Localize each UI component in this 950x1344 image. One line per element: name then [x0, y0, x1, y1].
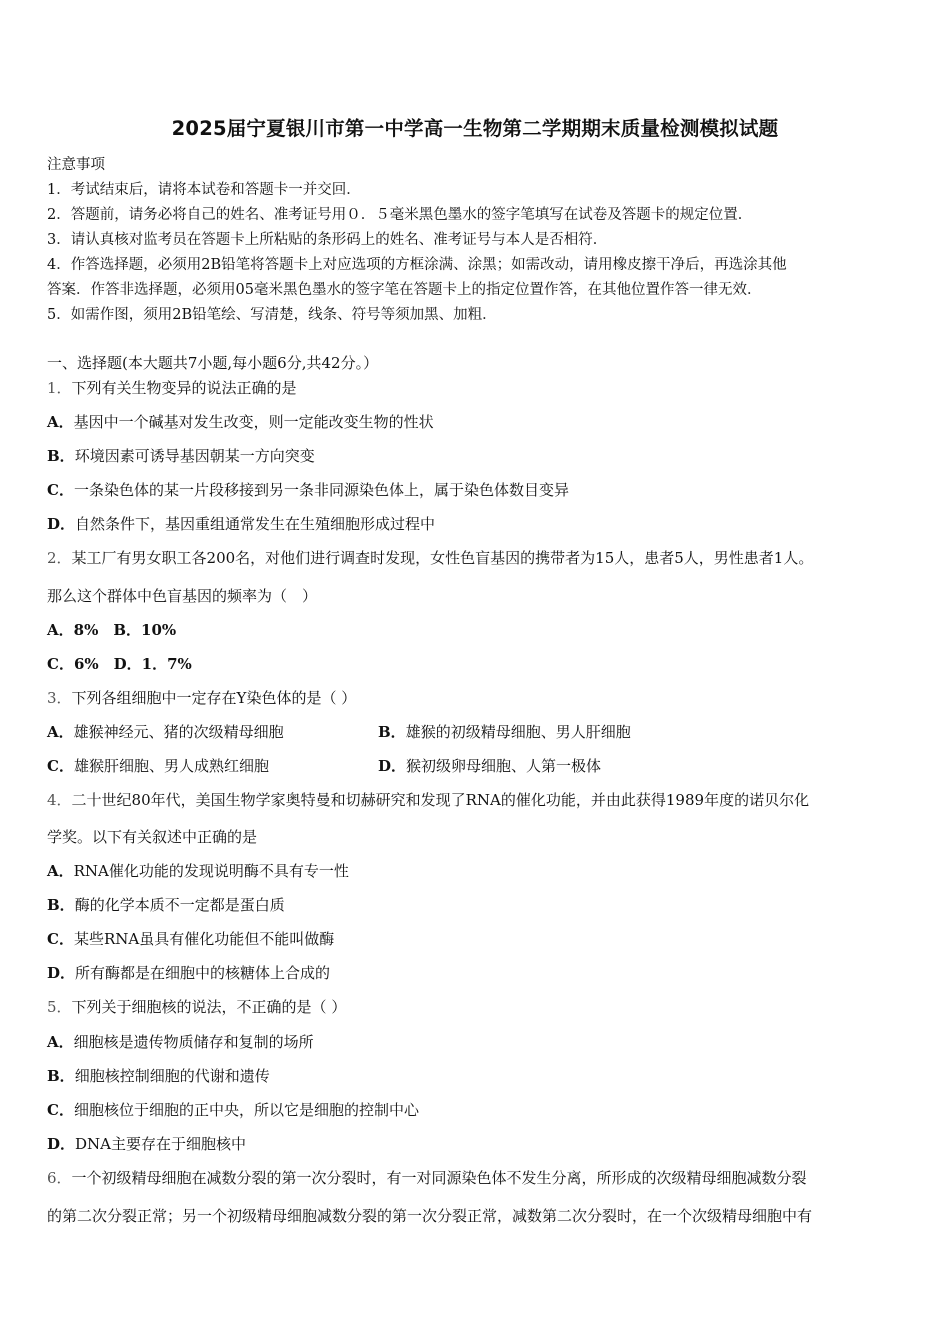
option-label: C． [47, 757, 74, 775]
question-4 [47, 789, 809, 810]
question-number: 2． [47, 549, 72, 567]
question-stem-continued: 的第二次分裂正常；另一个初级精母细胞减数分裂的第一次分裂正常，减数第二次分裂时，在一个次级精母细胞中有 [47, 1207, 813, 1225]
question-1 [47, 377, 297, 398]
option-label: B． [47, 896, 75, 914]
option-text: DNA主要存在于细胞核中 [75, 1135, 247, 1153]
question-3 [47, 687, 356, 708]
option-b [378, 721, 631, 742]
question-5 [47, 996, 346, 1017]
question-stem-continued: 学奖。以下有关叙述中正确的是 [47, 828, 258, 846]
option-text: 雄猴的初级精母细胞、男人肝细胞 [405, 723, 631, 741]
exam-title: 2025届宁夏银川市第一中学高一生物第二学期期末质量检测模拟试题 [171, 117, 779, 140]
option-a [47, 411, 434, 432]
option-text: 一条染色体的某一片段移接到另一条非同源染色体上，属于染色体数目变异 [73, 481, 569, 499]
option-a [47, 721, 284, 742]
question-stem-continued: 那么这个群体中色盲基因的频率为（ ） [47, 587, 318, 605]
option-row: C．6% D．1．7% [47, 655, 192, 673]
notice-heading: 注意事项 [47, 157, 105, 173]
option-text: 细胞核是遗传物质储存和复制的场所 [73, 1033, 314, 1051]
notice-item: 5．如需作图，须用2B铅笔绘、写清楚，线条、符号等须加黑、加粗． [47, 307, 497, 323]
notice-item: 1．考试结束后，请将本试卷和答题卡一并交回． [47, 182, 361, 198]
option-d [47, 1133, 246, 1154]
option-text: 所有酶都是在细胞中的核糖体上合成的 [75, 964, 331, 982]
notice-item: 2．答题前，请务必将自己的姓名、准考证号用０．５毫米黑色墨水的签字笔填写在试卷及答题卡的规定位置． [47, 207, 753, 223]
option-b [47, 1065, 270, 1086]
option-label: C． [47, 1101, 74, 1119]
option-c [47, 928, 334, 949]
question-stem: 某工厂有男女职工各200名，对他们进行调查时发现，女性色盲基因的携带者为15人，患者5人，男性患者1人。 [71, 549, 814, 567]
option-label: C． [47, 930, 74, 948]
notice-item: 4．作答选择题，必须用2B铅笔将答题卡上对应选项的方框涂满、涂黑；如需改动，请用橡皮擦干净后，再选涂其他 [47, 257, 787, 273]
question-2 [47, 547, 813, 568]
notice-item: 3．请认真核对监考员在答题卡上所粘贴的条形码上的姓名、准考证号与本人是否相符． [47, 232, 608, 248]
option-label: D． [47, 1135, 76, 1153]
option-label: B． [47, 447, 75, 465]
question-stem: 下列有关生物变异的说法正确的是 [71, 379, 297, 397]
option-label: B． [47, 1067, 75, 1085]
option-a [47, 860, 349, 881]
option-b [47, 445, 315, 466]
option-d [47, 513, 435, 534]
option-label: A． [47, 862, 74, 880]
option-text: 基因中一个碱基对发生改变，则一定能改变生物的性状 [73, 413, 434, 431]
option-text: 雄猴神经元、猪的次级精母细胞 [73, 723, 284, 741]
question-stem: 下列各组细胞中一定存在Y染色体的是（ ） [71, 689, 357, 707]
option-label: A． [47, 723, 74, 741]
option-label: D． [47, 515, 76, 533]
question-stem: 下列关于细胞核的说法，不正确的是（ ） [71, 998, 347, 1016]
option-label: B． [378, 723, 406, 741]
question-number: 5． [47, 998, 72, 1016]
option-text: 雄猴肝细胞、男人成熟红细胞 [73, 757, 269, 775]
option-text: 细胞核位于细胞的正中央，所以它是细胞的控制中心 [73, 1101, 419, 1119]
option-c [47, 479, 569, 500]
option-label: D． [378, 757, 407, 775]
question-stem: 一个初级精母细胞在减数分裂的第一次分裂时，有一对同源染色体不发生分离，所形成的次级精母细胞减数分裂 [71, 1169, 807, 1187]
option-label: A． [47, 413, 74, 431]
option-b [47, 894, 285, 915]
option-d [378, 755, 601, 776]
option-text: 酶的化学本质不一定都是蛋白质 [74, 896, 285, 914]
question-number: 1． [47, 379, 72, 397]
question-number: 6． [47, 1169, 72, 1187]
option-text: 自然条件下，基因重组通常发生在生殖细胞形成过程中 [75, 515, 436, 533]
option-c [47, 1099, 419, 1120]
option-a [47, 1031, 314, 1052]
notice-item: 答案．作答非选择题，必须用05毫米黑色墨水的签字笔在答题卡上的指定位置作答，在其他位置作答一律无效． [47, 282, 762, 298]
option-row: A．8% B．10% [47, 621, 177, 639]
option-text: 细胞核控制细胞的代谢和遗传 [74, 1067, 270, 1085]
question-stem: 二十世纪80年代，美国生物学家奥特曼和切赫研究和发现了RNA的催化功能，并由此获得1989年度的诺贝尔化 [71, 791, 810, 809]
option-label: A． [47, 1033, 74, 1051]
question-6 [47, 1167, 807, 1188]
question-number: 4． [47, 791, 72, 809]
option-d [47, 962, 330, 983]
option-text: 某些RNA虽具有催化功能但不能叫做酶 [73, 930, 335, 948]
option-text: RNA催化功能的发现说明酶不具有专一性 [73, 862, 349, 880]
option-label: D． [47, 964, 76, 982]
option-text: 环境因素可诱导基因朝某一方向突变 [74, 447, 315, 465]
section-heading: 一、选择题(本大题共7小题,每小题6分,共42分。） [47, 354, 379, 372]
option-label: C． [47, 481, 74, 499]
option-c [47, 755, 269, 776]
option-text: 猴初级卵母细胞、人第一极体 [406, 757, 602, 775]
question-number: 3． [47, 689, 72, 707]
